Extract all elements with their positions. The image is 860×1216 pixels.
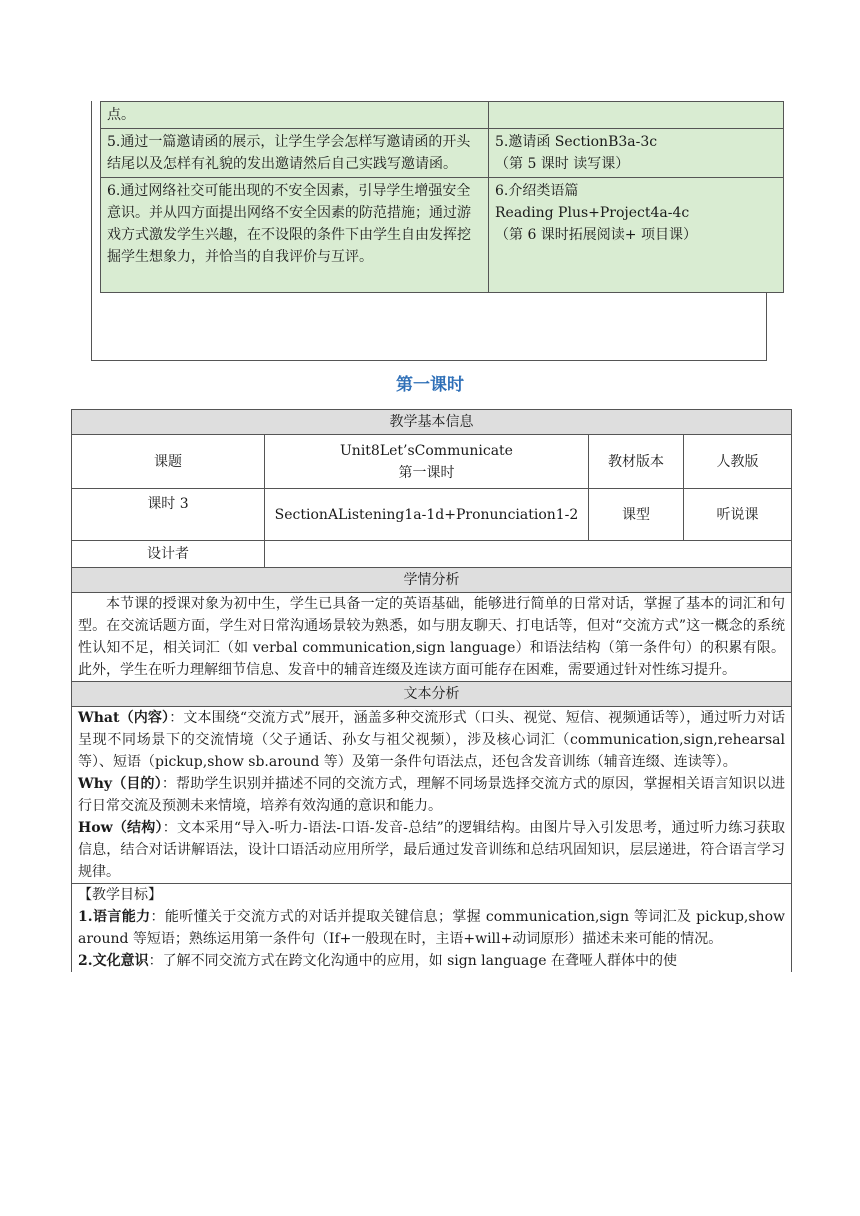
table-row (101, 178, 784, 293)
lesson-line: Reading Plus+Project4a-4c (495, 205, 690, 221)
learner-analysis-text (72, 593, 792, 682)
goal-cell: 5.通过一篇邀请函的展示，让学生学会怎样写邀请函的开头结尾以及怎样有礼貌的发出邀请然后自己实践写邀请函。 (101, 129, 489, 178)
text-analysis-body (72, 707, 792, 884)
objective-label: 1.语言能力 (78, 909, 151, 925)
section-header: 学情分析 (72, 568, 792, 593)
table-row (72, 682, 792, 707)
designer-label: 设计者 (72, 541, 265, 568)
table-row (72, 707, 792, 884)
table-row (72, 568, 792, 593)
type-value: 听说课 (684, 489, 792, 541)
lesson-line: 5.邀请函 SectionB3a-3c (495, 134, 658, 150)
lesson-plan-overview-table (100, 101, 784, 293)
lesson-line: （第 6 课时拓展阅读+ 项目课） (495, 227, 697, 243)
objectives-header: 【教学目标】 (78, 887, 162, 903)
paragraph (78, 707, 785, 773)
edition-value: 人教版 (684, 435, 792, 489)
paragraph: 本节课的授课对象为初中生，学生已具备一定的英语基础，能够进行简单的日常对话，掌握了基本的词汇和句型。在交流话题方面，学生对日常沟通场景较为熟悉，如与朋友聊天、打电话等，但对“交流方式”这一概念的系统性认知不足，相关词汇（如 verbal communication,sign language）和语法结构（第一条件句）的积累有限。此外，学生在听力理解细节信息、发音中的辅音连缀及连读方面可能存在困难，需要通过针对性练习提升。 (78, 596, 785, 678)
lesson-cell (489, 129, 784, 178)
topic-value-line: Unit8Let’sCommunicate (340, 442, 513, 459)
table-row (101, 129, 784, 178)
section-header: 文本分析 (72, 682, 792, 707)
paragraph (78, 773, 785, 817)
what-label: What（内容） (78, 710, 170, 726)
objective-text: ：能听懂关于交流方式的对话并提取关键信息；掌握 communication,sign 等词汇及 pickup,show around 等短语；熟练运用第一条件句（If+一般现在时，主语+will+动词原形）描述未来可能的情况。 (78, 909, 785, 947)
objectives-body (72, 884, 792, 973)
how-label: How（结构） (78, 820, 163, 836)
lesson-title: 第一课时 (396, 375, 464, 395)
table-row (72, 435, 792, 489)
lesson-line: 6.介绍类语篇 (495, 183, 579, 199)
edition-label: 教材版本 (589, 435, 684, 489)
table-row (72, 541, 792, 568)
goal-cell: 点。 (101, 102, 489, 129)
goal-cell: 6.通过网络社交可能出现的不安全因素，引导学生增强安全意识。并从四方面提出网络不安全因素的防范措施；通过游戏方式激发学生兴趣，在不设限的条件下由学生自由发挥挖掘学生想象力，并恰当的自我评价与互评。 (101, 178, 489, 293)
table-row (72, 410, 792, 435)
paragraph (78, 817, 785, 883)
type-label: 课型 (589, 489, 684, 541)
why-text: ：帮助学生识别并描述不同的交流方式，理解不同场景选择交流方式的原因，掌握相关语言知识以进行日常交流及预测未来情境，培养有效沟通的意识和能力。 (78, 776, 785, 814)
what-text: ：文本围绕“交流方式”展开，涵盖多种交流形式（口头、视觉、短信、视频通话等），通过听力对话呈现不同场景下的交流情境（父子通话、孙女与祖父视频），涉及核心词汇（communication,sign,rehearsal 等）、短语（pickup,show sb.around 等）及第一条件句语法点，还包含发音训练（辅音连缀、连读等）。 (78, 710, 785, 770)
paragraph (78, 906, 785, 950)
how-text: ：文本采用“导入-听力-语法-口语-发音-总结”的逻辑结构。由图片导入引发思考，通过听力练习获取信息，结合对话讲解语法，设计口语活动应用所学，最后通过发音训练和总结巩固知识，层层递进，符合语言学习规律。 (78, 820, 785, 880)
table-row (72, 593, 792, 682)
lesson-cell (489, 178, 784, 293)
paragraph (78, 950, 785, 972)
why-label: Why（目的） (78, 776, 162, 792)
lesson-plan-table (71, 409, 792, 972)
topic-value (265, 435, 589, 489)
lesson-cell (489, 102, 784, 129)
objective-text: ：了解不同交流方式在跨文化沟通中的应用，如 sign language 在聋哑人群体中的使 (148, 953, 678, 969)
objective-label: 2.文化意识 (78, 953, 149, 969)
period-label: 课时 3 (72, 489, 265, 541)
table-row (72, 884, 792, 973)
table-row (101, 102, 784, 129)
section-header: 教学基本信息 (72, 410, 792, 435)
topic-label: 课题 (72, 435, 265, 489)
topic-value-line: 第一课时 (398, 464, 455, 481)
designer-value (265, 541, 792, 568)
lesson-line: （第 5 课时 读写课） (495, 156, 630, 172)
period-value: SectionAListening1a-1d+Pronunciation1-2 (265, 489, 589, 541)
table-row (72, 489, 792, 541)
